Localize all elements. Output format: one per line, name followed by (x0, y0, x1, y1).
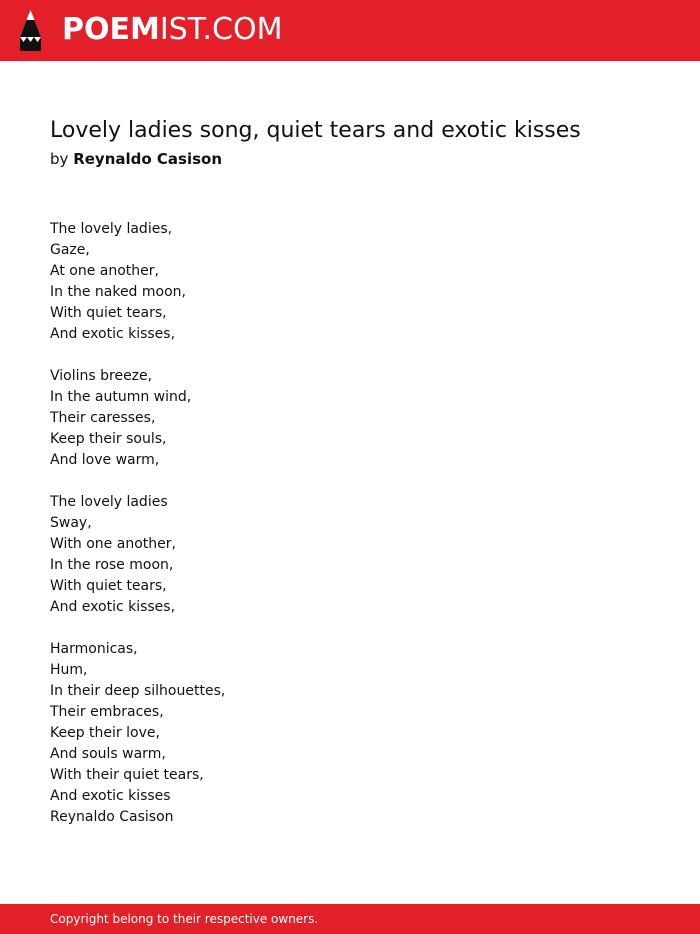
logo-light-text: IST.COM (159, 12, 283, 47)
poem-line: Their caresses, (50, 410, 156, 426)
poem-line: In the naked moon, (50, 284, 186, 300)
poem-title: Lovely ladies song, quiet tears and exotic kisses (50, 118, 581, 143)
poem-line: And exotic kisses, (50, 599, 176, 615)
poem-line: Harmonicas, (50, 641, 138, 657)
author-name: Reynaldo Casison (73, 150, 223, 168)
poem-line: The lovely ladies, (50, 221, 173, 237)
poem-line: With their quiet tears, (50, 767, 204, 783)
stanza (50, 492, 650, 618)
poem-line: With quiet tears, (50, 578, 167, 594)
stanza (50, 639, 650, 828)
byline (50, 148, 222, 170)
poem-line: Keep their love, (50, 725, 160, 741)
site-header (0, 0, 700, 61)
poem-line: In their deep silhouettes, (50, 683, 226, 699)
by-label: by (50, 150, 69, 168)
poem-line: With one another, (50, 536, 176, 552)
poem-line: Sway, (50, 515, 92, 531)
poem-line: Hum, (50, 662, 88, 678)
poem-line: In the rose moon, (50, 557, 174, 573)
poem-line: Keep their souls, (50, 431, 167, 447)
site-footer (0, 904, 700, 934)
poem-body (50, 219, 650, 849)
poem-line: And souls warm, (50, 746, 166, 762)
poem-line: At one another, (50, 263, 159, 279)
poem-signature: Reynaldo Casison (50, 809, 174, 825)
site-logo[interactable] (62, 12, 282, 48)
poem-line: And exotic kisses (50, 788, 171, 804)
poem-line: Gaze, (50, 242, 90, 258)
logo-bold-text: POEM (62, 12, 160, 47)
stanza (50, 219, 650, 345)
pencil-icon (17, 9, 44, 52)
stanza (50, 366, 650, 471)
poem-line: And love warm, (50, 452, 160, 468)
copyright-notice: Copyright belong to their respective owners. (50, 912, 319, 926)
poem-line: And exotic kisses, (50, 326, 176, 342)
poem-line: With quiet tears, (50, 305, 167, 321)
poem-line: Violins breeze, (50, 368, 153, 384)
poem-line: Their embraces, (50, 704, 164, 720)
poem-line: In the autumn wind, (50, 389, 192, 405)
poem-line: The lovely ladies (50, 494, 168, 510)
